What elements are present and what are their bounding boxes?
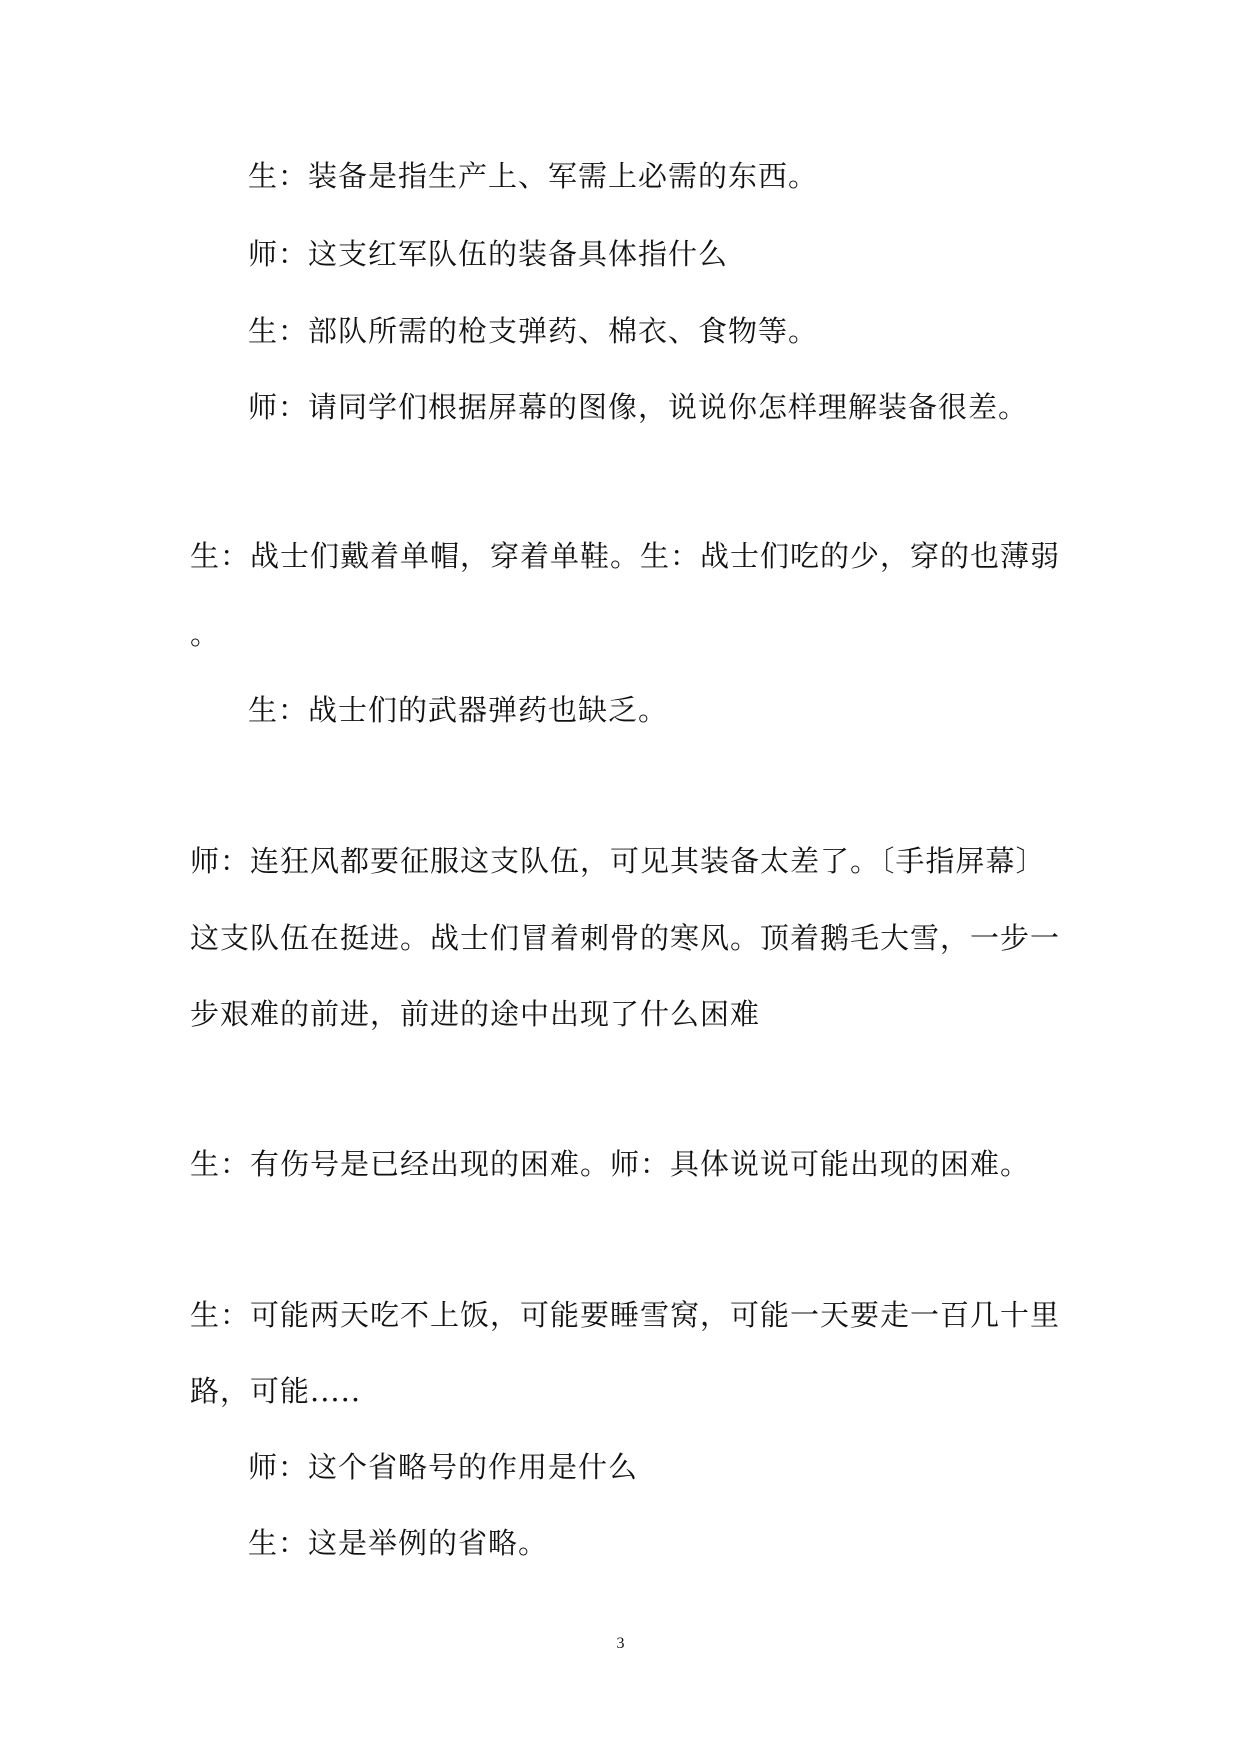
paragraph-line-9: 这支队伍在挺进。战士们冒着刺骨的寒风。顶着鹅毛大雪，一步一: [190, 921, 1061, 955]
paragraph-line-15: 生：这是举例的省略。: [248, 1526, 549, 1560]
page-number: 3: [616, 1635, 625, 1652]
paragraph-line-1: 生：装备是指生产上、军需上必需的东西。: [248, 159, 819, 193]
paragraph-line-2: 师：这支红军队伍的装备具体指什么: [248, 237, 729, 271]
paragraph-line-8: 师：连狂风都要征服这支队伍，可见其装备太差了。〔手指屏幕〕: [190, 844, 1046, 878]
paragraph-line-12: 生：可能两天吃不上饭，可能要睡雪窝，可能一天要走一百几十里: [190, 1298, 1061, 1332]
paragraph-line-13: 路，可能.....: [190, 1374, 362, 1408]
paragraph-line-6: 。: [190, 617, 221, 651]
paragraph-line-4: 师：请同学们根据屏幕的图像，说说你怎样理解装备很差。: [248, 390, 1029, 424]
paragraph-line-7: 生：战士们的武器弹药也缺乏。: [248, 693, 669, 727]
paragraph-line-11: 生：有伤号是已经出现的困难。师：具体说说可能出现的困难。: [190, 1147, 1031, 1181]
paragraph-line-10: 步艰难的前进，前进的途中出现了什么困难: [190, 997, 761, 1031]
paragraph-line-3: 生：部队所需的枪支弹药、棉衣、食物等。: [248, 314, 819, 348]
paragraph-line-14: 师：这个省略号的作用是什么: [248, 1450, 639, 1484]
paragraph-line-5: 生：战士们戴着单帽，穿着单鞋。生：战士们吃的少，穿的也薄弱: [190, 539, 1061, 573]
